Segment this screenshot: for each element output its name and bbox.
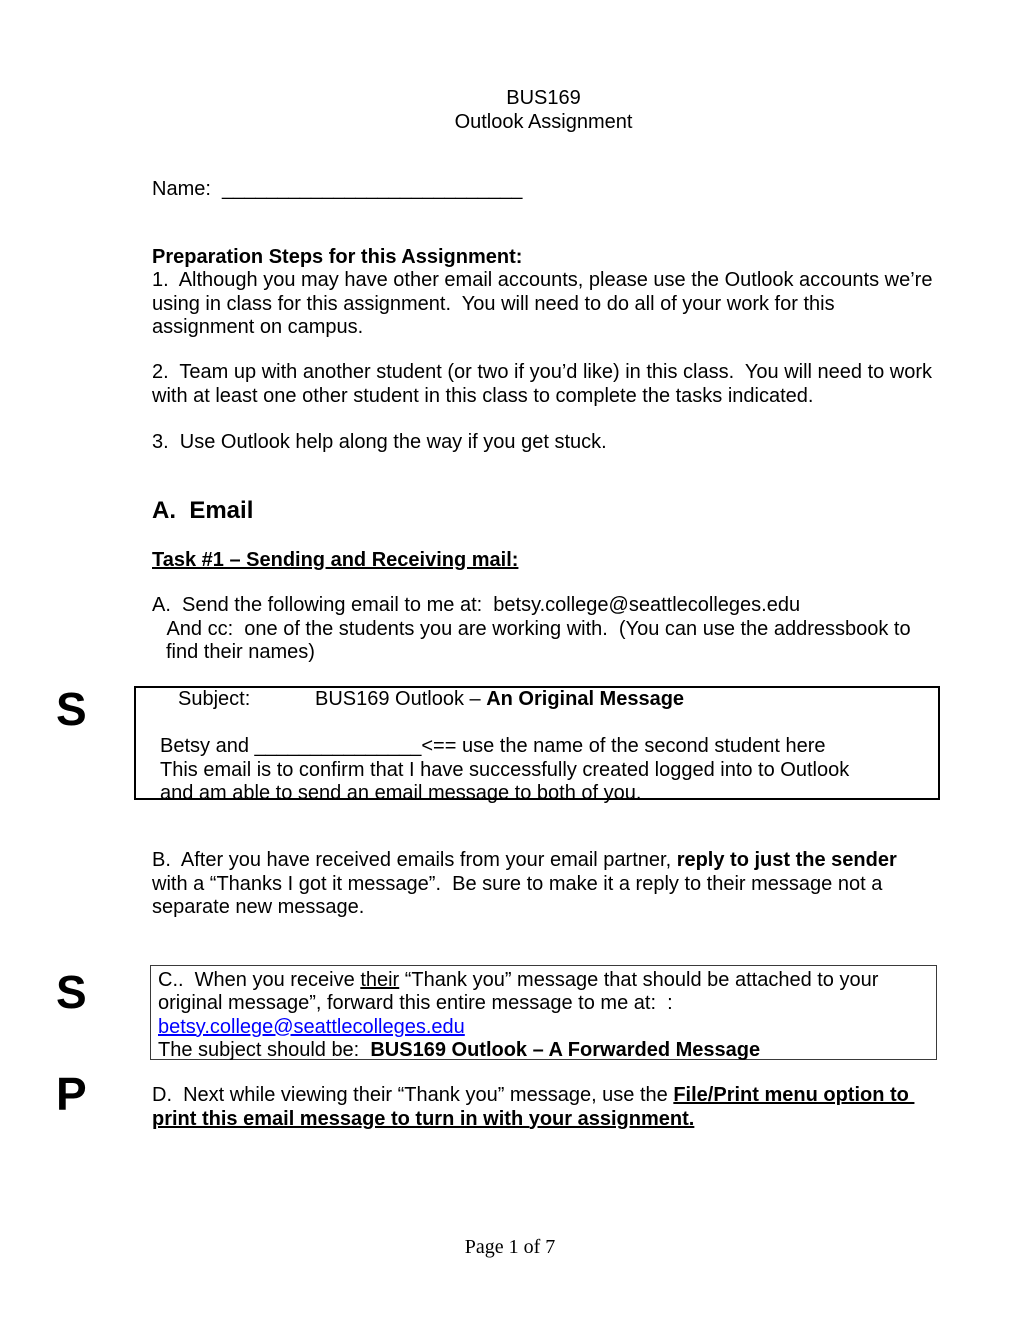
subject-prefix: BUS169 Outlook – (315, 688, 487, 710)
item-b-line3: separate new message. (152, 896, 365, 918)
item-c-subject-bold: BUS169 Outlook – A Forwarded Message (370, 1039, 761, 1062)
prep-step-1-line2: using in class for this assignment. You will need to do all of your work for this (152, 292, 835, 315)
item-c-line1-post: “Thank you” message that should be attached to your (399, 969, 879, 991)
forward-message-box (150, 965, 937, 1060)
body-line1-pre: Betsy and (160, 735, 255, 757)
task1-item-d (152, 1084, 914, 1131)
name-row (152, 178, 522, 202)
message-body-line3: and am able to send an email message to both of you. (160, 782, 642, 804)
item-a-line2: And cc: one of the students you are working with. (You can use the addressbook to (162, 617, 911, 640)
document-title (152, 86, 935, 134)
prep-step-2-line2: with at least one other student in this class to complete the tasks indicated. (152, 384, 814, 407)
email-address-link[interactable]: betsy.college@seattlecolleges.edu (158, 1015, 465, 1038)
name-blank-line: ___________________________ (222, 178, 523, 200)
item-a-line3: find their names) (166, 641, 315, 663)
original-message-box (134, 686, 940, 804)
document-subtitle: Outlook Assignment (454, 111, 633, 133)
task1-heading: Task #1 – Sending and Receiving mail: (152, 549, 519, 571)
item-b-line1 (152, 849, 897, 873)
item-d-line1 (152, 1084, 914, 1108)
section-a-heading: A. Email (152, 497, 254, 524)
margin-mark-send-1: S (56, 683, 87, 735)
subject-title-bold: An Original Message (486, 688, 685, 710)
prep-step-2 (152, 361, 932, 408)
task1-item-b (152, 849, 897, 920)
prep-step-1-line1: 1. Although you may have other email accounts, please use the Outlook accounts we’re (152, 269, 933, 291)
margin-mark-send-2: S (56, 966, 87, 1018)
name-gap (211, 178, 222, 200)
item-c-line4-pre: The subject should be: (158, 1039, 371, 1062)
prep-step-1 (152, 269, 932, 340)
item-d-line1-pre: D. Next while viewing their “Thank you” message, use the (152, 1084, 674, 1106)
item-a-line1: A. Send the following email to me at: betsy.college@seattlecolleges.edu (152, 594, 801, 616)
prep-step-3: 3. Use Outlook help along the way if you get stuck. (152, 431, 607, 453)
prep-step-2-line1: 2. Team up with another student (or two if you’d like) in this class. You will need to work (152, 361, 933, 383)
task1-item-a (152, 594, 911, 665)
prep-step-1-line3: assignment on campus. (152, 316, 364, 338)
item-c-line1-pre: C.. When you receive (158, 969, 361, 991)
item-c-their-underlined: their (360, 969, 400, 991)
second-student-blank: _______________ (254, 735, 422, 757)
message-body-line1 (136, 735, 938, 759)
item-d-line2: print this email message to turn in with your assignment. (152, 1107, 695, 1130)
item-b-line1-bold: reply to just the sender (676, 849, 897, 871)
item-b-line2: with a “Thanks I got it message”. Be sure to make it a reply to their message not a (152, 872, 883, 895)
subject-label: Subject: (178, 688, 251, 710)
page-footer: Page 1 of 7 (464, 1236, 556, 1258)
name-label: Name: (152, 178, 211, 200)
item-c-line2: original message”, forward this entire message to me at: : (158, 992, 673, 1015)
margin-mark-print: P (56, 1068, 87, 1120)
message-body-line2: This email is to confirm that I have successfully created logged into to Outlook (160, 758, 850, 781)
item-c-line1 (158, 969, 936, 992)
prep-steps-heading: Preparation Steps for this Assignment: (152, 246, 523, 268)
item-b-line1-pre: B. After you have received emails from your email partner, (152, 849, 677, 871)
item-d-line1-bold-underline: File/Print menu option to (673, 1084, 915, 1106)
item-c-line4 (158, 1039, 936, 1062)
body-line1-post: <== use the name of the second student here (421, 735, 826, 757)
subject-line (136, 688, 938, 712)
course-code: BUS169 (506, 87, 581, 109)
